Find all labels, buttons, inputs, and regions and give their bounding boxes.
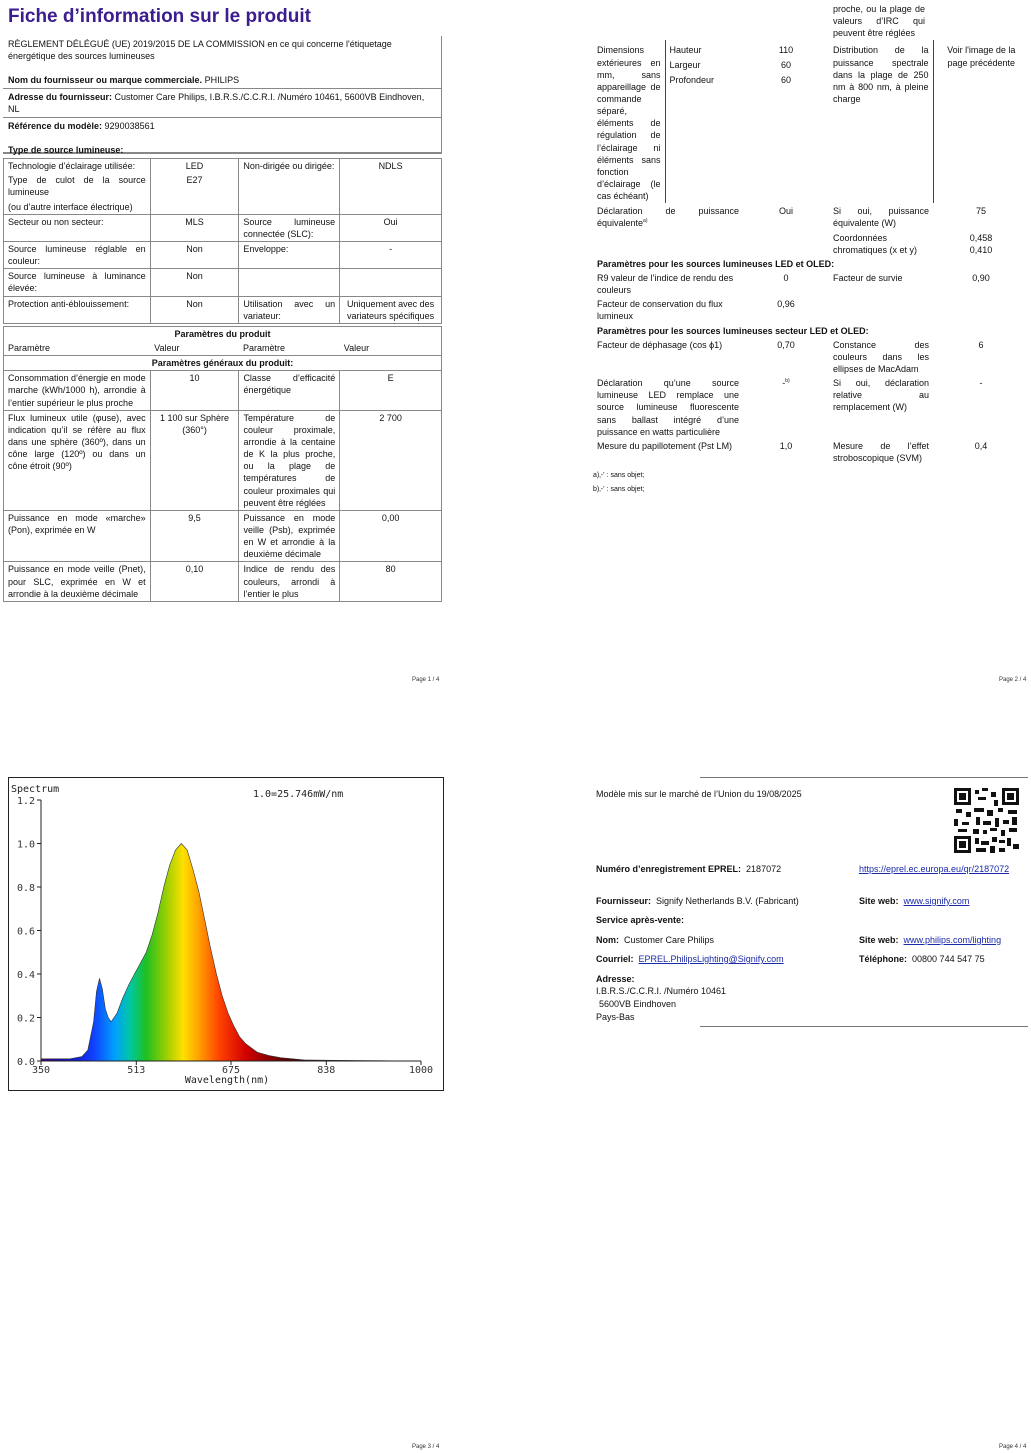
phone-label: Téléphone: xyxy=(859,954,908,964)
model-row xyxy=(3,118,441,156)
p4-address-line-1: I.B.R.S./C.C.R.I. /Numéro 10461 xyxy=(596,986,727,996)
param-value: 9,5 xyxy=(150,510,239,562)
phone-value: 00800 744 547 75 xyxy=(912,954,985,964)
col-param-2: Paramètre xyxy=(239,341,340,356)
page-1 xyxy=(3,2,442,668)
col-param-1: Paramètre xyxy=(4,341,151,356)
top-rule xyxy=(700,777,1028,778)
macadam-value: 6 xyxy=(978,339,984,350)
svm-label: Mesure de l’effet stroboscopique (SVM) xyxy=(833,440,929,463)
eprel-value: 2187072 xyxy=(746,864,782,874)
x-tick-label: 838 xyxy=(317,1065,336,1076)
col-value-2: Valeur xyxy=(340,341,442,356)
equivalent-label-text: Déclaration de puissance équivalente xyxy=(597,206,739,229)
chroma-label: Coordonnées chromatiques (x et y) xyxy=(833,232,918,255)
website-link[interactable]: www.signify.com xyxy=(903,896,970,906)
param-value-2: E xyxy=(340,371,442,410)
p4-supplier-label: Fournisseur: xyxy=(596,896,652,906)
char-label: Protection anti-éblouissement: xyxy=(4,296,151,323)
equivalent-w-label: Si oui, puissance équivalente (W) xyxy=(833,206,929,229)
dim-depth-label: Profondeur xyxy=(665,73,743,203)
param-row xyxy=(4,371,442,410)
char-value-2: - xyxy=(340,242,442,269)
equivalent-note: a) xyxy=(643,218,648,225)
params-title: Paramètres du produit xyxy=(4,326,442,341)
address-value: Customer Care Philips, I.B.R.S./C.C.R.I. /Numéro 10461, 5600VB Eindhoven, NL xyxy=(8,92,425,115)
phase-label: Facteur de déphasage (cos ϕ1) xyxy=(597,339,723,350)
mains-title: Paramètres pour les sources lumineuses secteur LED et OLED: xyxy=(597,325,869,336)
address-label: Adresse du fournisseur: xyxy=(8,92,113,103)
char-label-2: Non-dirigée ou dirigée: xyxy=(239,159,340,215)
y-tick-label: 0.4 xyxy=(16,970,35,981)
param-label-2: Température de couleur proximale, arrondie à la centaine de K la plus proche, ou la plage de températures de couleur proximales qui peuvent être réglées xyxy=(239,410,340,510)
cri-continuation: proche, ou la plage de valeurs d’IRC qui peuvent être réglées xyxy=(833,4,925,39)
spectrum-svg xyxy=(9,778,443,1090)
char-value-2: Uniquement avec des variateurs spécifiques xyxy=(340,296,442,323)
fluo-w-value: - xyxy=(979,378,983,389)
y-tick-label: 0.2 xyxy=(16,1013,35,1025)
page-number-4: Page 4 / 4 xyxy=(999,1444,1027,1450)
type-label: Type de source lumineuse: xyxy=(8,145,124,156)
eprel-link[interactable]: https://eprel.ec.europa.eu/qr/2187072 xyxy=(859,864,1010,874)
dim-width-label: Largeur xyxy=(665,58,743,73)
char-label: Source lumineuse à luminance élevée: xyxy=(4,269,151,296)
char-label-2: Enveloppe: xyxy=(239,242,340,269)
char-label-2 xyxy=(239,269,340,296)
char-label: Type de culot de la source lumineuse xyxy=(4,173,151,199)
page-number-2: Page 2 / 4 xyxy=(999,677,1027,683)
equivalent-w-value: 75 xyxy=(975,206,986,217)
p4-supplier-value: Signify Netherlands B.V. (Fabricant) xyxy=(656,896,799,906)
x-tick-label: 513 xyxy=(127,1065,146,1076)
param-label: Puissance en mode «marche» (Pon), exprimée en W xyxy=(4,510,151,562)
eprel-label: Numéro d’enregistrement EPREL: xyxy=(596,864,742,874)
address-row xyxy=(3,89,441,118)
char-value: Non xyxy=(150,296,239,323)
flicker-value: 1,0 xyxy=(779,440,793,451)
supplier-row xyxy=(596,895,799,907)
dim-depth-value: 60 xyxy=(780,75,791,86)
char-label-2: Utilisation avec un variateur: xyxy=(239,296,340,323)
fluo-label: Déclaration qu’une source lumineuse LED remplace une source lumineuse fluorescente sans ballast intégré d’une puissance en watts particulière xyxy=(597,378,739,437)
fluo-w-label: Si oui, déclaration relative au remplacement (W) xyxy=(833,378,929,413)
website2-label: Site web: xyxy=(859,935,899,945)
page-2 xyxy=(593,2,1029,542)
param-value-2: 0,00 xyxy=(340,510,442,562)
survival-value: 0,90 xyxy=(972,272,990,283)
char-label: Technologie d’éclairage utilisée: xyxy=(4,159,151,174)
param-value-2: 80 xyxy=(340,562,442,601)
mail-link[interactable]: EPREL.PhilipsLighting@Signify.com xyxy=(638,954,784,964)
general-title: Paramètres généraux du produit: xyxy=(4,356,442,371)
survival-label: Facteur de survie xyxy=(833,272,903,283)
param-label: Flux lumineux utile (φuse), avec indication qu’il se réfère au flux dans une sphère (360º), dans un cône large (120º) ou dans un cône étroit (90º) xyxy=(4,410,151,510)
chart-title: Spectrum xyxy=(11,784,60,795)
char-row xyxy=(4,214,442,241)
macadam-label: Constance des couleurs dans les ellipses de MacAdam xyxy=(833,339,929,374)
char-value: E27 xyxy=(150,173,239,199)
website-label: Site web: xyxy=(859,896,899,906)
chroma-x: 0,458 xyxy=(969,232,993,243)
p4-address-line-2: 5600VB Eindhoven xyxy=(599,999,677,1009)
param-label: Consommation d’énergie en mode marche (kWh/1000 h), arrondie à l’entier supérieur le plus proche xyxy=(4,371,151,410)
param-label-2: Puissance en mode veille (Psb), exprimée en W et arrondie à la deuxième décimale xyxy=(239,510,340,562)
param-row xyxy=(4,562,442,601)
dim-height-value: 110 xyxy=(778,45,794,56)
model-value: 9290038561 xyxy=(104,121,155,132)
regulation-label: RÈGLEMENT DÉLÉGUÉ (UE) 2019/2015 DE LA COMMISSION en ce qui concerne l'étiquetage énergétique des sources lumineuses xyxy=(8,38,392,61)
char-row xyxy=(4,269,442,296)
char-value: MLS xyxy=(150,214,239,241)
name-value: Customer Care Philips xyxy=(624,935,715,945)
footnote-a: a)‚-‛ : sans objet; xyxy=(593,472,645,480)
char-value-2 xyxy=(340,269,442,296)
mail-label: Courriel: xyxy=(596,954,634,964)
page2-table xyxy=(593,2,1029,465)
y-tick-label: 0.8 xyxy=(16,883,35,894)
y-tick-label: 0.0 xyxy=(16,1057,35,1068)
lumen-value: 0,96 xyxy=(777,299,795,310)
param-value: 1 100 sur Sphère (360°) xyxy=(150,410,239,510)
x-tick-label: 1000 xyxy=(408,1065,434,1076)
char-value-2: Oui xyxy=(340,214,442,241)
spectral-value: Voir l'image de la page précédente xyxy=(947,45,1016,68)
char-row xyxy=(4,159,442,174)
chart-annotation: 1.0=25.746mW/nm xyxy=(253,789,344,800)
param-label-2: Classe d’efficacité énergétique xyxy=(239,371,340,410)
phone-row xyxy=(859,953,985,965)
mail-row xyxy=(596,953,784,965)
y-tick-label: 1.2 xyxy=(16,796,35,807)
bottom-rule xyxy=(700,1026,1028,1027)
x-axis-label: Wavelength(nm) xyxy=(184,1075,270,1086)
fluo-note: b) xyxy=(785,378,790,385)
phase-value: 0,70 xyxy=(777,339,795,350)
spectrum-area xyxy=(41,844,421,1062)
page-number-1: Page 1 / 4 xyxy=(412,677,440,683)
spectrum-chart xyxy=(8,777,444,1091)
eprel-row xyxy=(596,863,781,875)
name-label: Nom: xyxy=(596,935,619,945)
char-label-2: Source lumineuse connectée (SLC): xyxy=(239,214,340,241)
qr-code-icon[interactable] xyxy=(954,788,1019,853)
param-row xyxy=(4,410,442,510)
param-value: 0,10 xyxy=(150,562,239,601)
char-value xyxy=(150,200,239,215)
y-tick-label: 1.0 xyxy=(16,839,35,851)
col-value-1: Valeur xyxy=(150,341,239,356)
product-params-table xyxy=(3,326,442,602)
footnote-b: b)‚-‛ : sans objet; xyxy=(593,485,645,493)
r9-label: R9 valeur de l’indice de rendu des couleurs xyxy=(597,272,734,296)
equivalent-value: Oui xyxy=(778,206,793,217)
characteristics-table xyxy=(3,158,442,324)
char-value-2: NDLS xyxy=(340,159,442,215)
website-row xyxy=(859,895,969,907)
equivalent-label xyxy=(593,203,743,230)
char-value: LED xyxy=(150,159,239,174)
dim-height-label: Hauteur xyxy=(665,40,743,58)
param-label: Puissance en mode veille (Pnet), pour SLC, exprimée en W et arrondie à la deuxième décimale xyxy=(4,562,151,601)
supplier-label: Nom du fournisseur ou marque commerciale. xyxy=(8,75,203,86)
lumen-label: Facteur de conservation du flux lumineux xyxy=(597,299,723,322)
page-4 xyxy=(593,777,1029,1029)
page-number-3: Page 3 / 4 xyxy=(412,1444,440,1450)
char-label: Source lumineuse réglable en couleur: xyxy=(4,242,151,269)
spectral-label: Distribution de la puissance spectrale dans la plage de 250 nm à 800 nm, à pleine charge xyxy=(829,40,933,203)
chroma-y: 0,410 xyxy=(969,244,993,255)
p4-address-line-3: Pays-Bas xyxy=(596,1012,635,1022)
r9-value: 0 xyxy=(783,272,789,283)
page-title: Fiche d’information sur le produit xyxy=(8,6,311,27)
regulation-text xyxy=(3,36,441,90)
fluo-value xyxy=(743,376,829,439)
model-label: Référence du modèle: xyxy=(8,121,103,132)
char-value: Non xyxy=(150,242,239,269)
char-value: Non xyxy=(150,269,239,296)
service-label: Service après-vente: xyxy=(596,915,685,925)
param-value: 10 xyxy=(150,371,239,410)
fluo-value-text: - xyxy=(782,378,786,389)
chroma-values xyxy=(933,231,1029,257)
param-row xyxy=(4,510,442,562)
y-tick-label: 0.6 xyxy=(16,926,35,938)
market-date: Modèle mis sur le marché de l’Union du 19/08/2025 xyxy=(596,789,802,799)
char-row xyxy=(4,242,442,269)
supplier-value: PHILIPS xyxy=(204,75,240,86)
name-row xyxy=(596,934,714,946)
param-label-2: Indice de rendu des couleurs, arrondi à l’entier le plus xyxy=(239,562,340,601)
char-label: Secteur ou non secteur: xyxy=(4,214,151,241)
led-title: Paramètres pour les sources lumineuses LED et OLED: xyxy=(597,258,835,269)
param-value-2: 2 700 xyxy=(340,410,442,510)
website2-row xyxy=(859,934,1001,946)
char-row xyxy=(4,296,442,323)
flicker-label: Mesure du papillotement (Pst LM) xyxy=(597,440,733,451)
p4-address-label: Adresse: xyxy=(596,974,635,984)
svm-value: 0,4 xyxy=(974,440,988,451)
x-tick-label: 675 xyxy=(221,1065,241,1076)
dimensions-label: Dimensions extérieures en mm, sans appareillage de commande séparé, éléments de régulation de l’éclairage ni éléments sans fonction d’éclairage (le cas échéant) xyxy=(597,45,661,202)
char-label: (ou d’autre interface électrique) xyxy=(4,200,151,215)
website2-link[interactable]: www.philips.com/lighting xyxy=(903,935,1002,945)
dim-width-value: 60 xyxy=(780,60,791,71)
x-tick-label: 350 xyxy=(31,1065,51,1076)
